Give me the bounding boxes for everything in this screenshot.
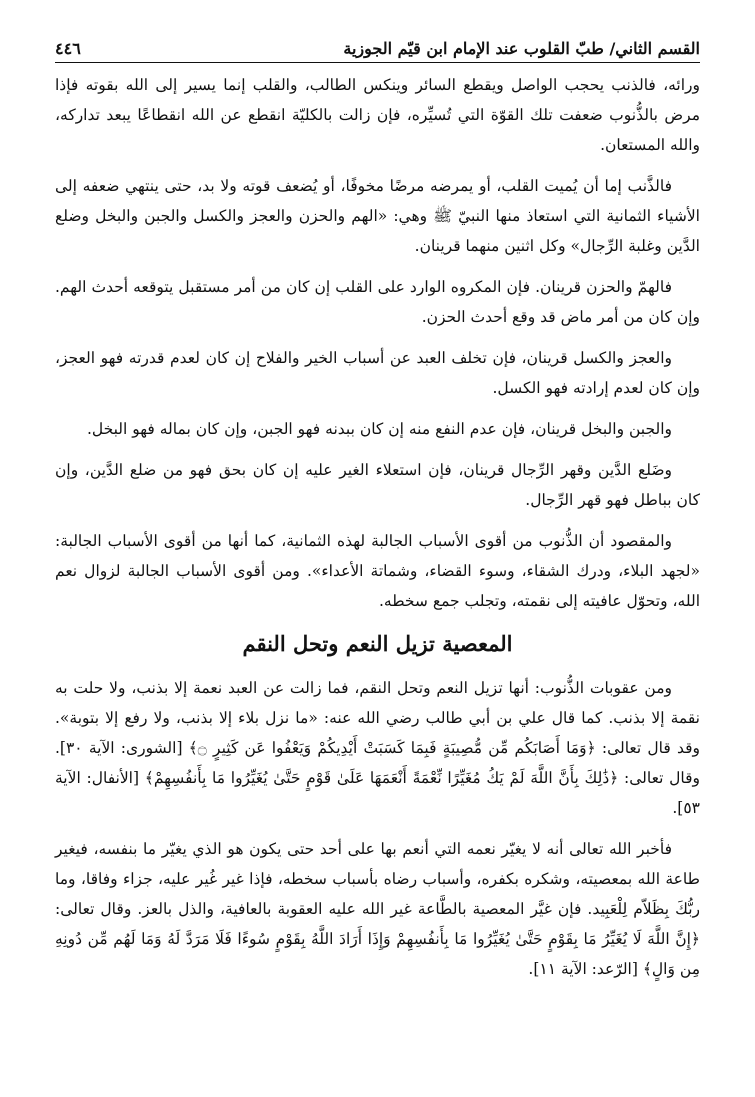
paragraph: وضَلع الدَّين وقهر الرِّجال قرينان، فإن استعلاء الغير عليه إن كان بحق فهو من ضلع الدَّين، وإن كان بباطل فهو قهر الرِّجال. <box>55 461 700 509</box>
paragraph: ومن عقوبات الذُّنوب: أنها تزيل النعم وتحل النقم، فما زالت عن العبد نعمة إلا بذنب، ولا حلت به نقمة إلا بذنب. كما قال علي بن أبي طالب رضي الله عنه: «ما نزل بلاء إلا بذنب، ولا رفع إلا بتوبة». وقد قال تعالى: ﴿وَمَا أَصَابَكُم مِّن مُّصِيبَةٍ فَبِمَا كَسَبَتْ أَيْدِيكُمْ وَيَعْفُوا عَن كَثِيرٍ ۝﴾ [الشورى: الآية ٣٠]. وقال تعالى: ﴿ذَٰلِكَ بِأَنَّ اللَّهَ لَمْ يَكُ مُغَيِّرًا نِّعْمَةً أَنْعَمَهَا عَلَىٰ قَوْمٍ حَتَّىٰ يُغَيِّرُوا مَا بِأَنفُسِهِمْ﴾ [الأنفال: الآية ٥٣]. <box>55 679 700 817</box>
page-body <box>55 70 700 990</box>
paragraph: ورائه، فالذنب يحجب الواصل ويقطع السائر وينكس الطالب، والقلب إنما يسير إلى الله بقوته فإذا مرض بالذُّنوب ضعفت تلك القوّة التي تُسيِّره، فإن زالت بالكليّة انقطع عن الله انقطاعًا يبعد تداركه، والله المستعان. <box>55 76 700 154</box>
paragraph: فأخبر الله تعالى أنه لا يغيّر نعمه التي أنعم بها على أحد حتى يكون هو الذي يغيّر ما بنفسه، فيغير طاعة الله بمعصيته، وشكره بكفره، وأسباب رضاه بأسباب سخطه، فإذا غير غُير عليه، جزاء وفاقا، وما ربُّكَ بِظَلاّم لِلْعَبِيد. فإن غيَّر المعصية بالطَّاعة غير الله عليه العقوبة بالعافية، والذل بالعز. وقال تعالى: ﴿إِنَّ اللَّهَ لَا يُغَيِّرُ مَا بِقَوْمٍ حَتَّىٰ يُغَيِّرُوا مَا بِأَنفُسِهِمْ وَإِذَا أَرَادَ اللَّهُ بِقَوْمٍ سُوءًا فَلَا مَرَدَّ لَهُ وَمَا لَهُم مِّن دُونِهِ مِن وَالٍ﴾ [الرّعد: الآية ١١]. <box>55 840 700 978</box>
running-header <box>55 28 700 58</box>
paragraph: والجبن والبخل قرينان، فإن عدم النفع منه إن كان ببدنه فهو الجبن، وإن كان بماله فهو البخل. <box>86 420 672 438</box>
paragraph: فالهمّ والحزن قرينان. فإن المكروه الوارد على القلب إن كان من أمر مستقبل يتوقعه أحدث الهم. وإن كان من أمر ماض قد وقع أحدث الحزن. <box>55 278 700 326</box>
paragraph: فالذَّنب إما أن يُميت القلب، أو يمرضه مرضًا مخوفًا، أو يُضعف قوته ولا بد، حتى ينتهي ضعفه إلى الأشياء الثمانية التي استعاذ منها النبيّ ﷺ وهي: «الهم والحزن والعجز والكسل والجبن والبخل وضلع الدَّين وغلبة الرِّجال» وكل اثنين منهما قرينان. <box>55 177 700 255</box>
paragraph: والمقصود أن الذُّنوب من أقوى الأسباب الجالبة لهذه الثمانية، كما أنها من أقوى الأسباب الجالبة: «لجهد البلاء، ودرك الشقاء، وسوء القضاء، وشماتة الأعداء». ومن أقوى الأسباب الجالبة لزوال نعم الله، وتحوّل عافيته إلى نقمته، وتجلب جمع سخطه. <box>55 532 700 610</box>
header-rule <box>55 62 700 63</box>
paragraph: والعجز والكسل قرينان، فإن تخلف العبد عن أسباب الخير والفلاح إن كان لعدم قدرته فهو العجز، وإن كان لعدم إرادته فهو الكسل. <box>55 349 700 397</box>
section-heading: المعصية تزيل النعم وتحل النقم <box>242 631 513 656</box>
header-title: القسم الثاني/ طبّ القلوب عند الإمام ابن قيّم الجوزية <box>343 39 700 58</box>
page-number: ٤٤٦ <box>55 39 81 58</box>
